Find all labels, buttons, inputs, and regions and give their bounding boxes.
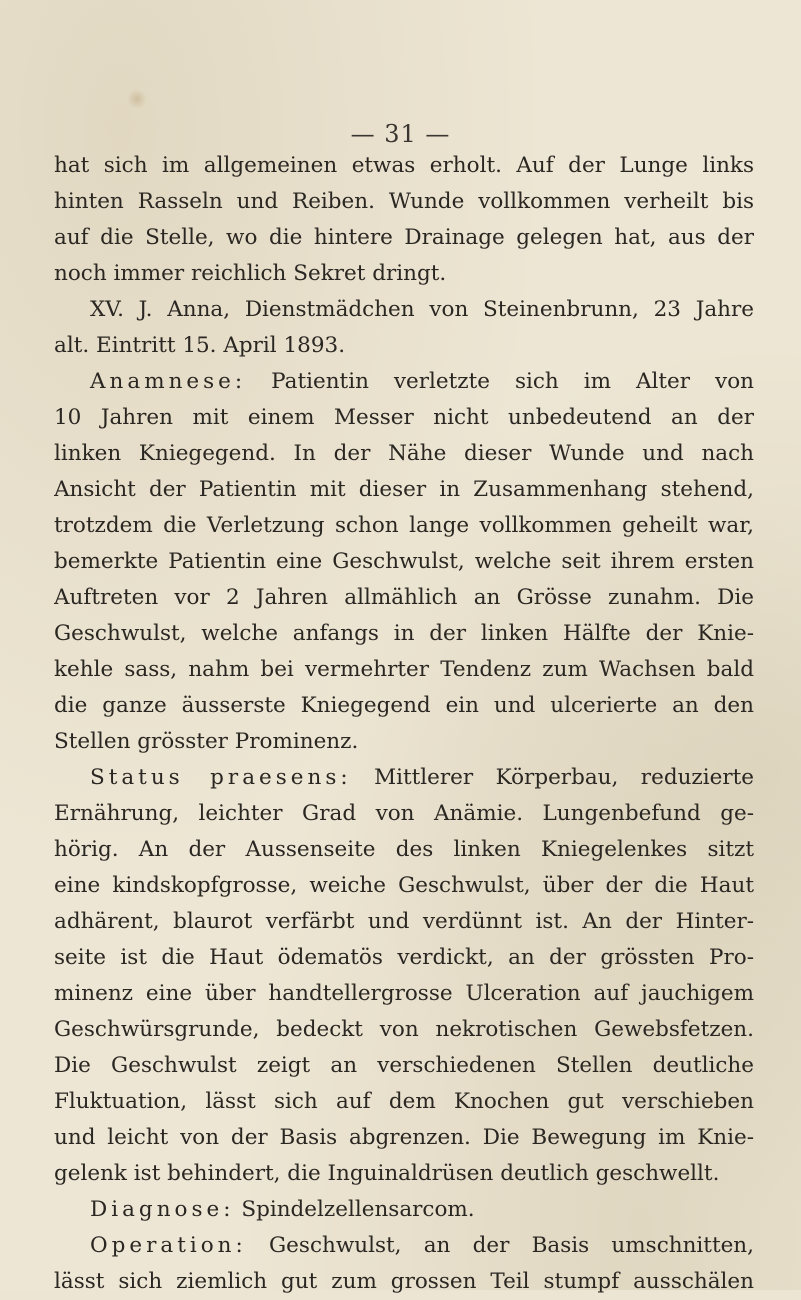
- text-line: [54, 1228, 754, 1264]
- text-line: [54, 400, 754, 436]
- line-text: lässt sich ziemlich gut zum grossen Teil stumpf ausschälen: [54, 1269, 754, 1294]
- text-line: [54, 904, 754, 940]
- text-line: [54, 616, 754, 652]
- text-line: [54, 1048, 754, 1084]
- line-text: kehle sass, nahm bei vermehrter Tendenz zum Wachsen bald: [54, 657, 754, 682]
- text-line: [54, 1192, 754, 1228]
- section-label: Diagnose:: [90, 1197, 235, 1222]
- text-line: [54, 184, 754, 220]
- line-text: Ernährung, leichter Grad von Anämie. Lungenbefund ge-: [54, 801, 754, 826]
- text-line: [54, 976, 754, 1012]
- line-text: Mittlerer Körperbau, reduzierte: [351, 765, 754, 790]
- line-text: Fluktuation, lässt sich auf dem Knochen gut verschieben: [54, 1089, 754, 1114]
- line-text: hinten Rasseln und Reiben. Wunde vollkommen verheilt bis: [54, 189, 754, 214]
- section-label: Status praesens:: [90, 765, 352, 790]
- text-line: [54, 292, 754, 328]
- text-line: [54, 508, 754, 544]
- text-line: [54, 760, 754, 796]
- line-text: Stellen grösster Prominenz.: [54, 729, 359, 754]
- text-line: [54, 940, 754, 976]
- text-line: [54, 220, 754, 256]
- line-text: eine kindskopfgrosse, weiche Geschwulst, über der die Haut: [54, 873, 754, 898]
- text-line: [54, 1084, 754, 1120]
- line-text: Geschwulst, welche anfangs in der linken Hälfte der Knie-: [54, 621, 754, 646]
- paper-stain: [128, 88, 146, 110]
- text-line: [54, 544, 754, 580]
- text-line: [54, 1264, 754, 1300]
- line-text: noch immer reichlich Sekret dringt.: [54, 261, 447, 286]
- text-line: [54, 1120, 754, 1156]
- line-text: trotzdem die Verletzung schon lange vollkommen geheilt war,: [54, 513, 754, 538]
- line-text: Patientin verletzte sich im Alter von: [246, 369, 754, 394]
- text-line: [54, 868, 754, 904]
- line-text: Geschwürsgrunde, bedeckt von nekrotischen Gewebsfetzen.: [54, 1017, 754, 1042]
- line-text: adhärent, blaurot verfärbt und verdünnt ist. An der Hinter-: [54, 909, 754, 934]
- text-line: [54, 436, 754, 472]
- text-line: [54, 364, 754, 400]
- line-text: seite ist die Haut ödematös verdickt, an der grössten Pro-: [54, 945, 754, 970]
- line-text: linken Kniegegend. In der Nähe dieser Wunde und nach: [54, 441, 754, 466]
- text-line: [54, 832, 754, 868]
- line-text: gelenk ist behindert, die Inguinaldrüsen deutlich geschwellt.: [54, 1161, 720, 1186]
- text-line: [54, 1012, 754, 1048]
- line-text: alt. Eintritt 15. April 1893.: [54, 333, 346, 358]
- page-number: — 31 —: [350, 120, 451, 148]
- line-text: Auftreten vor 2 Jahren allmählich an Grösse zunahm. Die: [54, 585, 754, 610]
- line-text: hörig. An der Aussenseite des linken Kniegelenkes sitzt: [54, 837, 754, 862]
- line-text: Geschwulst, an der Basis umschnitten,: [246, 1233, 754, 1258]
- line-text: bemerkte Patientin eine Geschwulst, welche seit ihrem ersten: [54, 549, 754, 574]
- line-text: die ganze äusserste Kniegegend ein und ulcerierte an den: [54, 693, 754, 718]
- text-line: [54, 796, 754, 832]
- line-text: Spindelzellensarcom.: [234, 1197, 475, 1222]
- text-line: [54, 652, 754, 688]
- line-text: und leicht von der Basis abgrenzen. Die Bewegung im Knie-: [54, 1125, 754, 1150]
- line-text: Die Geschwulst zeigt an verschiedenen Stellen deutliche: [54, 1053, 754, 1078]
- text-line: [54, 580, 754, 616]
- section-label: Operation:: [90, 1233, 247, 1258]
- text-line: [54, 724, 754, 760]
- line-text: Ansicht der Patientin mit dieser in Zusammenhang stehend,: [54, 477, 754, 502]
- line-text: minenz eine über handtellergrosse Ulceration auf jauchigem: [54, 981, 754, 1006]
- text-line: [54, 688, 754, 724]
- line-text: hat sich im allgemeinen etwas erholt. Auf der Lunge links: [54, 153, 754, 178]
- line-text: XV. J. Anna, Dienstmädchen von Steinenbrunn, 23 Jahre: [90, 297, 754, 322]
- line-text: 10 Jahren mit einem Messer nicht unbedeutend an der: [54, 405, 754, 430]
- text-line: [54, 256, 754, 292]
- text-line: [54, 472, 754, 508]
- section-label: Anamnese:: [90, 369, 247, 394]
- body-text: [54, 148, 754, 1300]
- line-text: auf die Stelle, wo die hintere Drainage gelegen hat, aus der: [54, 225, 754, 250]
- text-line: [54, 1156, 754, 1192]
- text-line: [54, 328, 754, 364]
- text-line: [54, 148, 754, 184]
